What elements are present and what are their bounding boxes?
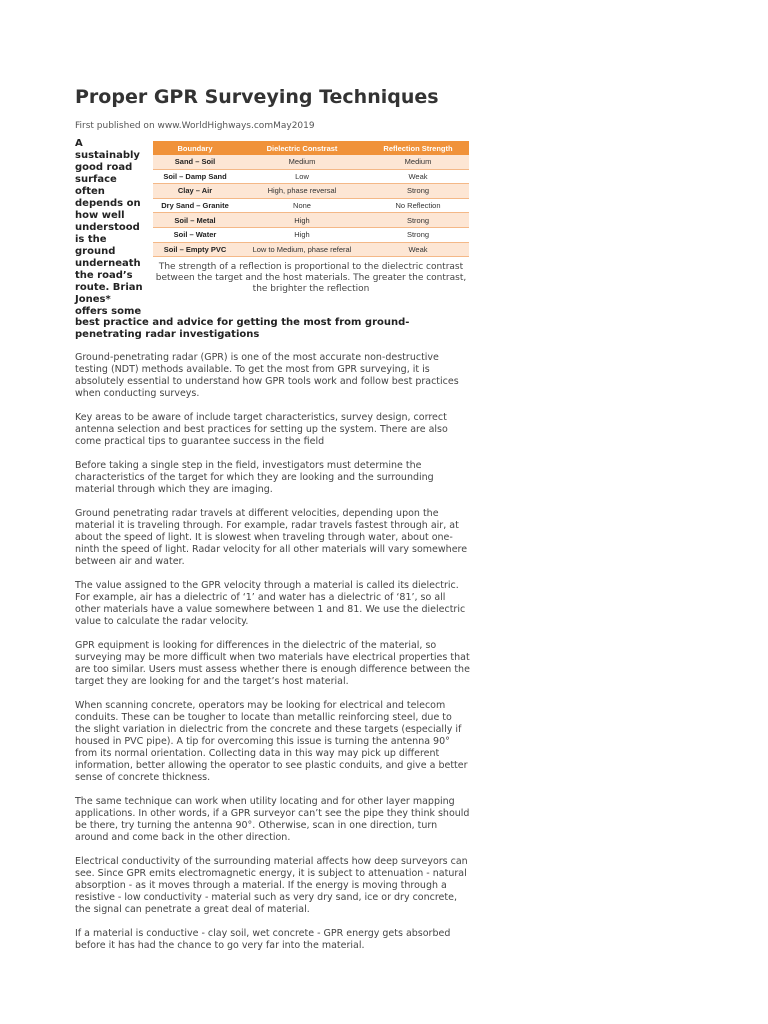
cell-reflection: Strong xyxy=(367,184,469,199)
column-header-reflection: Reflection Strength xyxy=(367,141,469,155)
lede-line: ground xyxy=(75,246,116,257)
cell-reflection: Strong xyxy=(367,213,469,228)
table-row xyxy=(153,242,469,257)
column-header-boundary: Boundary xyxy=(153,141,237,155)
cell-dielectric: High, phase reversal xyxy=(237,184,367,199)
byline-date: May2019 xyxy=(273,121,315,131)
lede-line: the road’s xyxy=(75,270,133,281)
column-header-dielectric: Dielectric Constrast xyxy=(237,141,367,155)
lede-line: good road xyxy=(75,162,133,173)
lede-line: is the xyxy=(75,234,107,245)
cell-reflection: Medium xyxy=(367,155,469,169)
page-title: Proper GPR Surveying Techniques xyxy=(75,86,439,108)
table-row xyxy=(153,227,469,242)
lede-tail: best practice and advice for getting the most from ground-penetrating radar investigations xyxy=(75,317,410,340)
table-row xyxy=(153,169,469,184)
cell-reflection: Weak xyxy=(367,169,469,184)
byline-prefix: First published on xyxy=(75,121,158,131)
cell-dielectric: None xyxy=(237,198,367,213)
cell-dielectric: High xyxy=(237,227,367,242)
cell-dielectric: Low xyxy=(237,169,367,184)
lede-line: underneath xyxy=(75,258,141,269)
cell-boundary: Dry Sand – Granite xyxy=(153,198,237,213)
lede-line: Jones* xyxy=(75,294,111,305)
lede-line: surface xyxy=(75,174,117,185)
cell-reflection: No Reflection xyxy=(367,198,469,213)
table-row xyxy=(153,184,469,199)
article-body xyxy=(75,352,470,964)
body-paragraph: Ground-penetrating radar (GPR) is one of the most accurate non-destructive testing (NDT) methods available. To get the most from GPR surveying, it is absolutely essential to understand how GPR tools work and follow best practices when conducting surveys. xyxy=(75,352,459,399)
lede-line: A xyxy=(75,138,83,149)
cell-dielectric: Medium xyxy=(237,155,367,169)
body-paragraph: Ground penetrating radar travels at different velocities, depending upon the material it is traveling through. For example, radar travels fastest through air, at about the speed of light. It is slowest when traveling through water, about one-ninth the speed of light. Radar velocity for all other materials will vary somewhere between air and water. xyxy=(75,508,468,567)
figure-caption: The strength of a reflection is proportional to the dielectric contrast between the target and the host materials. The greater the contrast, the brighter the reflection xyxy=(155,262,467,294)
table-row xyxy=(153,155,469,169)
lede-line: understood xyxy=(75,222,140,233)
table-row xyxy=(153,198,469,213)
body-paragraph: If a material is conductive - clay soil, wet concrete - GPR energy gets absorbed before it has had the chance to go very far into the material. xyxy=(75,928,451,951)
cell-dielectric: Low to Medium, phase referal xyxy=(237,242,367,257)
table-row xyxy=(153,213,469,228)
cell-reflection: Strong xyxy=(367,227,469,242)
body-paragraph: The same technique can work when utility locating and for other layer mapping applications. In other words, if a GPR surveyor can’t see the pipe they think should be there, try turning the antenna 90°. Otherwise, scan in one direction, turn around and come back in the other direction. xyxy=(75,796,470,843)
body-paragraph: GPR equipment is looking for differences in the dielectric of the material, so surveying may be more difficult when two materials have electrical properties that are too similar. Users must assess whether there is enough difference between the target they are looking for and the target’s host material. xyxy=(75,640,470,687)
lede-line: depends on xyxy=(75,198,141,209)
body-paragraph: When scanning concrete, operators may be looking for electrical and telecom conduits. These can be tougher to locate than metallic reinforcing steel, due to the slight variation in dielectric from the concrete and these targets (especially if housed in PVC pipe). A tip for overcoming this issue is turning the antenna 90° from its normal orientation. Collecting data in this way may pick up different information, better allowing the operator to see plastic conduits, and give a better sense of concrete thickness. xyxy=(75,700,468,783)
cell-dielectric: High xyxy=(237,213,367,228)
body-paragraph: Key areas to be aware of include target characteristics, survey design, correct antenna selection and best practices for setting up the system. There are also come practical tips to guarantee success in the field xyxy=(75,412,448,447)
body-paragraph: The value assigned to the GPR velocity through a material is called its dielectric. For example, air has a dielectric of ‘1’ and water has a dielectric of ‘81’, so all other materials have a value somewhere between 1 and 81. We use the dielectric value to calculate the radar velocity. xyxy=(75,580,466,627)
lede-line: how well xyxy=(75,210,125,221)
cell-boundary: Soil – Damp Sand xyxy=(153,169,237,184)
byline xyxy=(75,121,315,131)
cell-boundary: Clay – Air xyxy=(153,184,237,199)
cell-boundary: Soil – Water xyxy=(153,227,237,242)
lede-line: route. Brian xyxy=(75,282,143,293)
lede-line: often xyxy=(75,186,105,197)
lede-column xyxy=(75,138,145,318)
body-paragraph: Electrical conductivity of the surrounding material affects how deep surveyors can see. Since GPR emits electromagnetic energy, it is subject to attenuation - natural absorption - as it moves through a material. If the energy is moving through a resistive - low conductivity - material such as very dry sand, ice or dry concrete, the signal can penetrate a great deal of material. xyxy=(75,856,468,915)
lede-line: offers some xyxy=(75,306,142,317)
lede-line: sustainably xyxy=(75,150,140,161)
byline-link[interactable]: www.WorldHighways.com xyxy=(157,121,274,131)
table-header-row xyxy=(153,141,469,155)
cell-boundary: Soil – Empty PVC xyxy=(153,242,237,257)
cell-reflection: Weak xyxy=(367,242,469,257)
reflection-table xyxy=(153,141,469,257)
body-paragraph: Before taking a single step in the field, investigators must determine the characteristics of the target for which they are looking and the surrounding material through which they are imaging. xyxy=(75,460,434,495)
cell-boundary: Soil – Metal xyxy=(153,213,237,228)
cell-boundary: Sand – Soil xyxy=(153,155,237,169)
reflection-table-figure xyxy=(153,141,469,257)
